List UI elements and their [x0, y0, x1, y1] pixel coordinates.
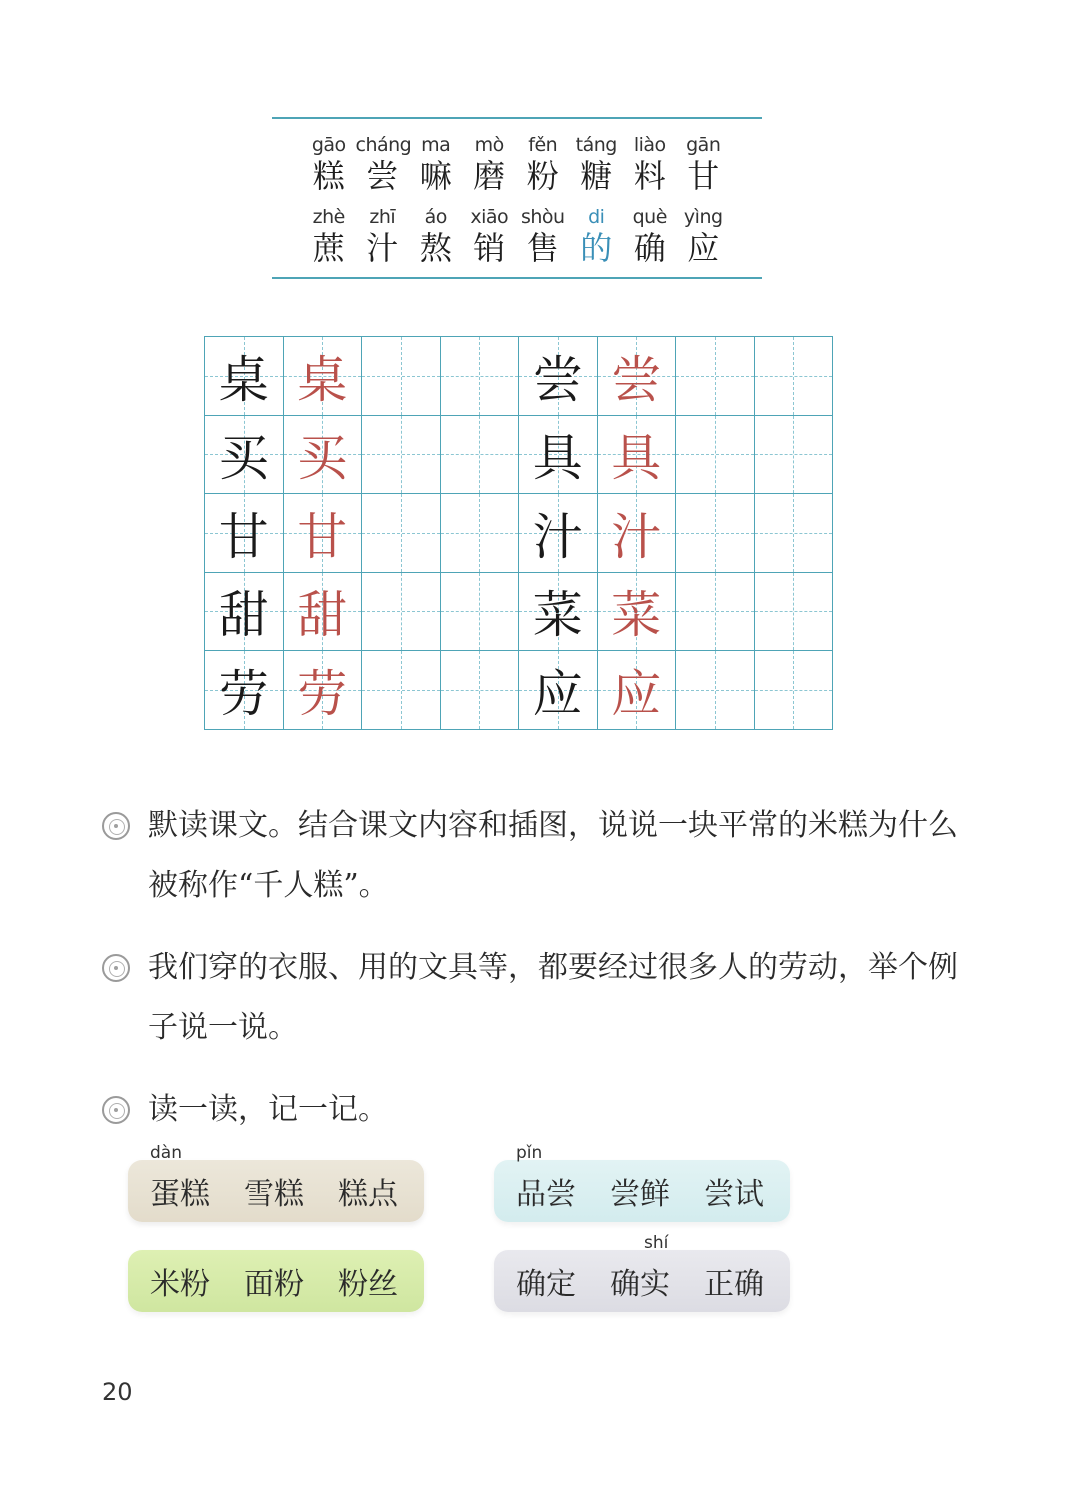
grid-cell	[284, 416, 363, 495]
writing-grid	[204, 336, 833, 730]
grid-cell-blank	[362, 573, 441, 652]
word: 确定	[516, 1267, 576, 1302]
trace-char: 买	[297, 429, 348, 488]
trace-char: 菜	[611, 586, 662, 645]
vocab-item	[677, 133, 731, 195]
hanzi: 销	[473, 229, 506, 267]
trace-char: 劳	[297, 664, 348, 723]
pinyin: cháng	[355, 134, 412, 156]
hanzi: 磨	[473, 157, 506, 195]
hanzi: 应	[687, 229, 720, 267]
trace-char: 应	[611, 664, 662, 723]
question-text: 我们穿的衣服、用的文具等，都要经过很多人的劳动，举个例子说一说。	[148, 950, 958, 1045]
word	[150, 1143, 210, 1213]
grid-cell-blank	[676, 494, 755, 573]
model-char: 甘	[218, 507, 269, 566]
grid-cell-blank	[441, 416, 520, 495]
grid-cell	[598, 651, 677, 730]
vocab-item	[356, 205, 410, 267]
word	[610, 1233, 670, 1303]
pinyin-annotation: shí	[644, 1233, 669, 1253]
grid-cell	[205, 416, 284, 495]
vocab-item	[409, 205, 463, 267]
bullet-icon	[102, 1096, 130, 1124]
word-text: 确实	[610, 1267, 670, 1302]
word: 面粉	[244, 1267, 304, 1302]
vocab-item	[516, 133, 570, 195]
model-char: 尝	[532, 350, 583, 409]
grid-cell	[205, 651, 284, 730]
pinyin: táng	[575, 134, 617, 156]
model-char: 菜	[532, 586, 583, 645]
vocab-item	[570, 133, 624, 195]
grid-cell-blank	[441, 494, 520, 573]
word	[516, 1143, 576, 1213]
model-char: 劳	[218, 664, 269, 723]
model-char: 买	[218, 429, 269, 488]
pinyin-annotation: dàn	[150, 1143, 182, 1163]
hanzi: 熬	[419, 229, 452, 267]
grid-cell	[284, 651, 363, 730]
pinyin: liào	[633, 134, 666, 156]
grid-cell-blank	[676, 651, 755, 730]
trace-char: 具	[611, 429, 662, 488]
grid-cell-blank	[441, 573, 520, 652]
pinyin: di	[588, 206, 605, 228]
grid-cell-blank	[676, 416, 755, 495]
pinyin: gāo	[311, 134, 346, 156]
word: 雪糕	[244, 1177, 304, 1212]
pinyin: yìng	[683, 206, 723, 228]
vocab-item	[677, 205, 731, 267]
word-text: 品尝	[516, 1177, 576, 1212]
grid-cell	[205, 573, 284, 652]
pinyin: gān	[686, 134, 721, 156]
vocab-item	[623, 133, 677, 195]
grid-cell	[519, 416, 598, 495]
bullet-icon	[102, 954, 130, 982]
pinyin: xiāo	[470, 206, 509, 228]
model-char: 应	[532, 664, 583, 723]
vocab-item	[302, 133, 356, 195]
question-2	[102, 938, 962, 1058]
word: 米粉	[150, 1267, 210, 1302]
question-text: 读一读，记一记。	[148, 1092, 388, 1127]
vocab-row-1	[302, 133, 730, 195]
grid-cell	[598, 337, 677, 416]
grid-cell-blank	[441, 651, 520, 730]
hanzi: 尝	[366, 157, 399, 195]
grid-cell-blank	[362, 651, 441, 730]
word-text: 蛋糕	[150, 1177, 210, 1212]
word: 粉丝	[338, 1267, 398, 1302]
grid-cell	[284, 494, 363, 573]
grid-cell	[598, 573, 677, 652]
vocab-item	[463, 133, 517, 195]
trace-char: 尝	[611, 350, 662, 409]
model-char: 具	[532, 429, 583, 488]
word: 尝试	[704, 1177, 764, 1212]
word: 糕点	[338, 1177, 398, 1212]
vocab-bottom-rule	[272, 277, 762, 279]
pinyin: mò	[474, 134, 504, 156]
pinyin: zhī	[369, 206, 396, 228]
model-char: 汁	[532, 507, 583, 566]
grid-cell-blank	[676, 337, 755, 416]
word-box-chang	[494, 1143, 790, 1222]
grid-cell-blank	[441, 337, 520, 416]
hanzi: 甘	[687, 157, 720, 195]
vocab-item	[463, 205, 517, 267]
question-1	[102, 796, 962, 916]
word: 正确	[704, 1267, 764, 1302]
grid-cell	[205, 494, 284, 573]
grid-cell-blank	[362, 494, 441, 573]
grid-cell	[598, 494, 677, 573]
model-char: 桌	[218, 350, 269, 409]
word-box-que	[494, 1233, 790, 1312]
pinyin: què	[632, 206, 667, 228]
grid-cell	[519, 337, 598, 416]
vocab-top-rule	[272, 117, 762, 119]
grid-cell	[519, 573, 598, 652]
hanzi: 料	[633, 157, 666, 195]
hanzi: 糕	[312, 157, 345, 195]
grid-cell-blank	[362, 337, 441, 416]
grid-cell	[519, 494, 598, 573]
grid-cell	[284, 337, 363, 416]
vocab-item	[302, 205, 356, 267]
grid-cell-blank	[755, 337, 834, 416]
hanzi: 粉	[526, 157, 559, 195]
grid-cell	[519, 651, 598, 730]
vocab-block	[272, 117, 762, 279]
vocab-item-polyphone	[570, 205, 624, 267]
pinyin-annotation: pǐn	[516, 1143, 543, 1163]
hanzi: 嘛	[419, 157, 452, 195]
grid-cell	[598, 416, 677, 495]
grid-cell-blank	[676, 573, 755, 652]
grid-cell	[284, 573, 363, 652]
hanzi: 糖	[580, 157, 613, 195]
pinyin: fěn	[528, 134, 558, 156]
grid-cell	[205, 337, 284, 416]
hanzi: 售	[526, 229, 559, 267]
model-char: 甜	[218, 586, 269, 645]
word-box-fen	[128, 1250, 424, 1312]
grid-cell-blank	[755, 494, 834, 573]
pinyin: ma	[421, 134, 451, 156]
pinyin: zhè	[312, 206, 345, 228]
trace-char: 甜	[297, 586, 348, 645]
vocab-item	[623, 205, 677, 267]
word: 尝鲜	[610, 1177, 670, 1212]
grid-cell-blank	[755, 573, 834, 652]
grid-cell-blank	[755, 651, 834, 730]
bullet-icon	[102, 812, 130, 840]
page-number: 20	[102, 1378, 133, 1406]
pinyin: shòu	[520, 206, 565, 228]
word-box-gao	[128, 1143, 424, 1222]
vocab-item	[409, 133, 463, 195]
trace-char: 甘	[297, 507, 348, 566]
grid-cell-blank	[755, 416, 834, 495]
hanzi: 汁	[366, 229, 399, 267]
vocab-item	[516, 205, 570, 267]
hanzi: 蔗	[312, 229, 345, 267]
hanzi: 确	[633, 229, 666, 267]
grid-cell-blank	[362, 416, 441, 495]
question-text: 默读课文。结合课文内容和插图，说说一块平常的米糕为什么被称作“千人糕”。	[148, 808, 958, 903]
question-3	[102, 1080, 962, 1140]
trace-char: 桌	[297, 350, 348, 409]
trace-char: 汁	[611, 507, 662, 566]
pinyin: áo	[424, 206, 447, 228]
vocab-row-2	[302, 205, 730, 267]
vocab-item	[356, 133, 410, 195]
hanzi: 的	[580, 229, 613, 267]
